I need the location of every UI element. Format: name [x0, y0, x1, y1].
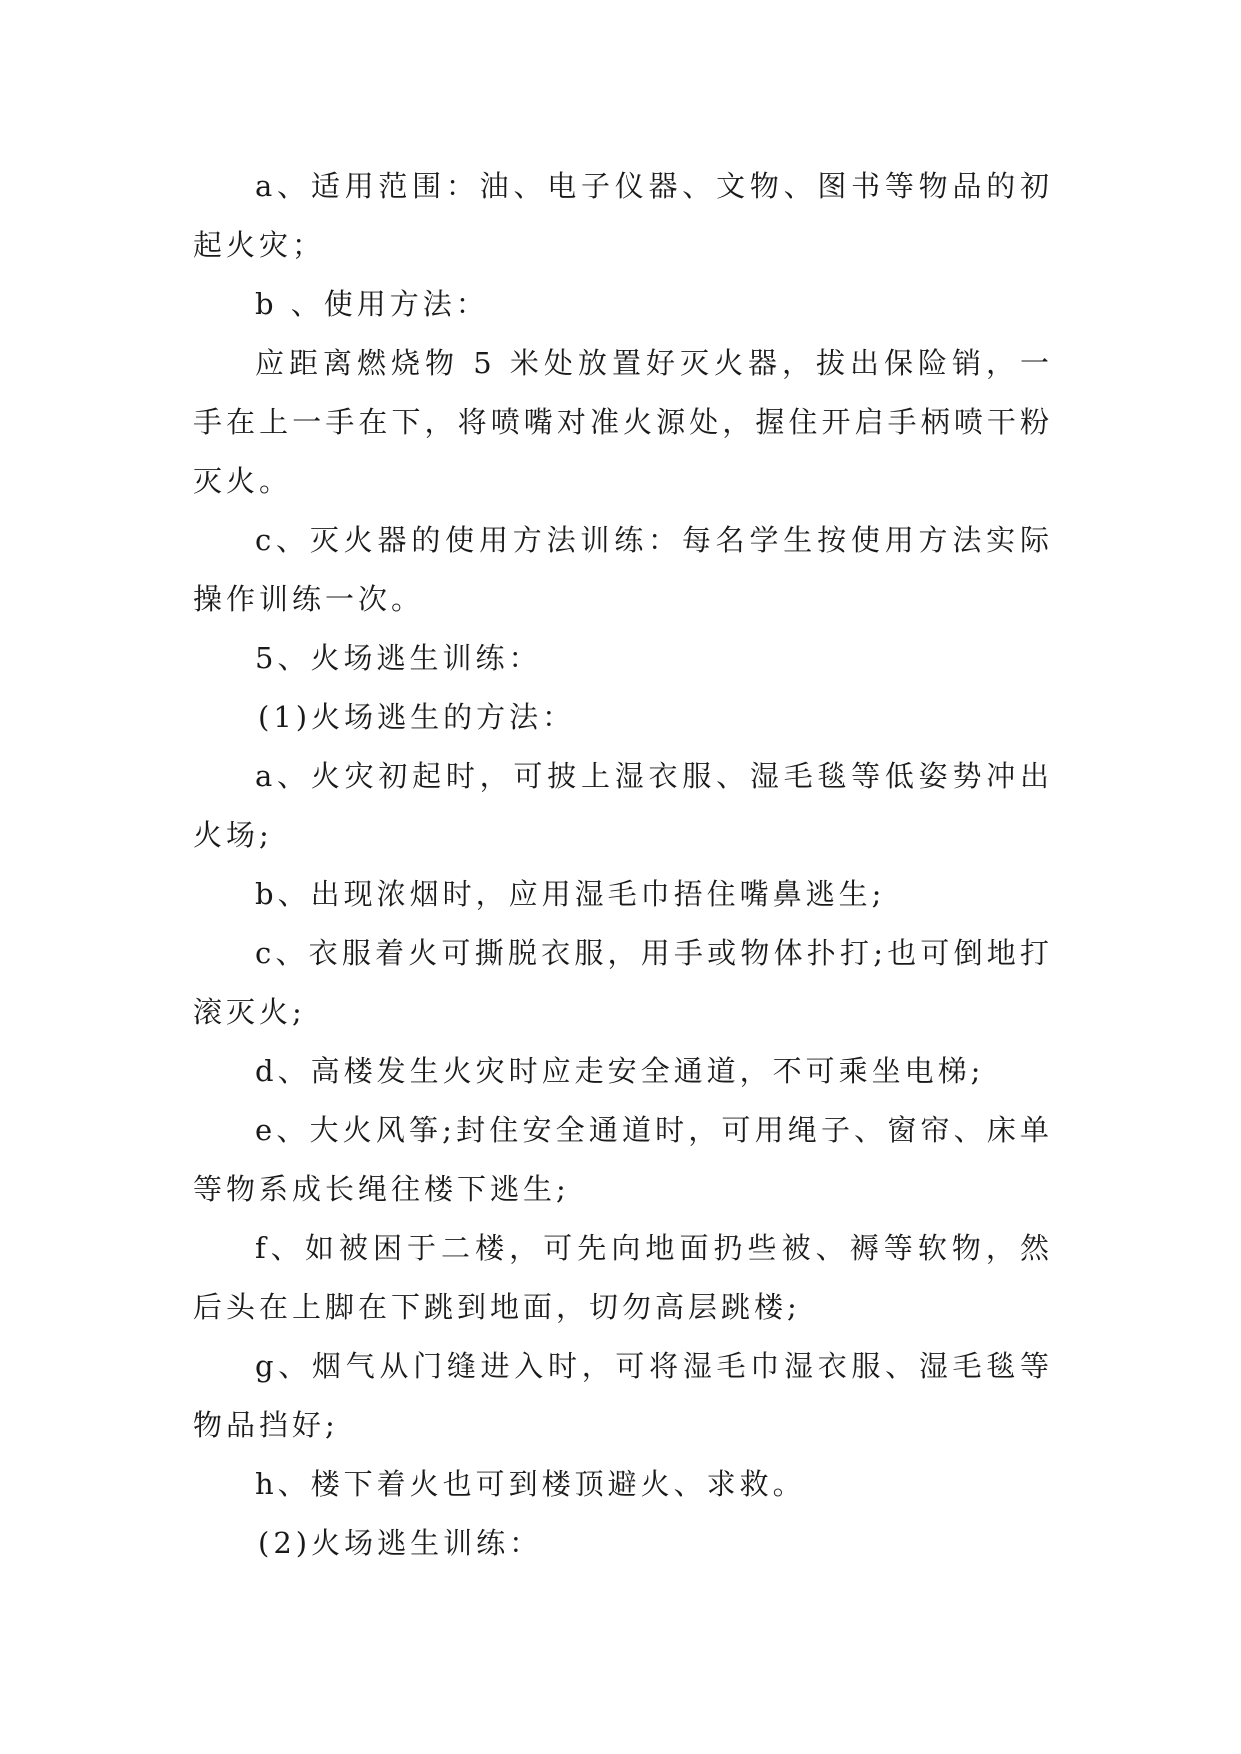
list-item: f、如被困于二楼，可先向地面扔些被、褥等软物，然后头在上脚在下跳到地面，切勿高层跳楼; [193, 1231, 1053, 1324]
list-item: d、高楼发生火灾时应走安全通道，不可乘坐电梯; [255, 1054, 985, 1088]
document-body [193, 157, 1053, 1573]
list-item: b、出现浓烟时，应用湿毛巾捂住嘴鼻逃生; [255, 877, 886, 911]
paragraph-training: c、灭火器的使用方法训练：每名学生按使用方法实际操作训练一次。 [193, 523, 1053, 616]
subsection-heading-escape-methods: (1)火场逃生的方法： [258, 700, 576, 734]
list-item: e、大火风筝;封住安全通道时，可用绳子、窗帘、床单等物系成长绳往楼下逃生; [193, 1113, 1053, 1206]
paragraph-usage-steps: 应距离燃烧物 5 米处放置好灭火器，拔出保险销，一手在上一手在下，将喷嘴对准火源处，握住开启手柄喷干粉灭火。 [193, 346, 1053, 498]
subsection-heading-escape-drill: (2)火场逃生训练： [258, 1526, 543, 1560]
paragraph-usage-heading: b 、使用方法： [255, 287, 489, 321]
list-item: g、烟气从门缝进入时，可将湿毛巾湿衣服、湿毛毯等物品挡好; [193, 1349, 1053, 1442]
section-heading-escape-training: 5、火场逃生训练： [255, 641, 542, 675]
list-item: a、火灾初起时，可披上湿衣服、湿毛毯等低姿势冲出火场; [193, 759, 1053, 852]
list-item: h、楼下着火也可到楼顶避火、求救。 [255, 1467, 806, 1501]
list-item: c、衣服着火可撕脱衣服，用手或物体扑打;也可倒地打滚灭火; [193, 936, 1053, 1029]
paragraph-scope: a、适用范围：油、电子仪器、文物、图书等物品的初起火灾； [193, 169, 1053, 262]
